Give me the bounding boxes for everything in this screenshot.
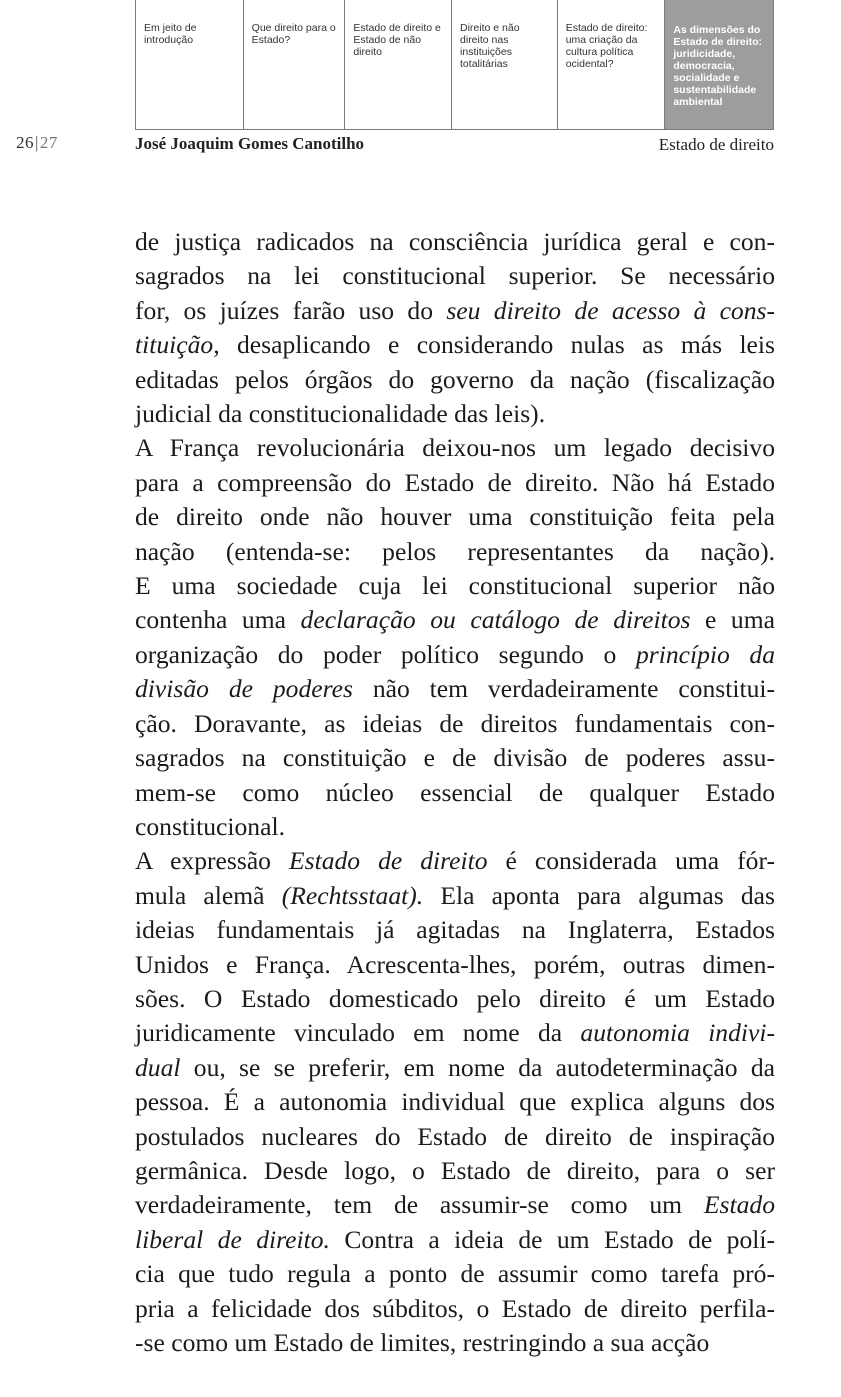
body-line: Unidos e França. Acrescenta-lhes, porém, outras dimen-	[135, 949, 775, 979]
page-left-number: 26	[16, 133, 34, 152]
nav-cell-label: Em jeito de introdução	[144, 22, 197, 46]
body-line: sagrados na constituição e de divisão de poderes assu-	[135, 743, 775, 773]
body-line: germânica. Desde logo, o Estado de direito, para o ser	[135, 1155, 775, 1185]
body-text	[135, 225, 775, 1360]
nav-cell-label: Que direito para o Estado?	[251, 22, 336, 46]
nav-cell-label: Direito e não direito nas instituições totalitárias	[460, 22, 520, 70]
body-line: ideias fundamentais já agitadas na Inglaterra, Estados	[135, 915, 775, 945]
body-line: organização do poder político segundo o princípio da	[135, 639, 775, 669]
body-line: for, os juízes farão uso do seu direito de acesso à cons-	[135, 295, 776, 325]
body-line: constitucional.	[135, 811, 285, 841]
nav-cell-introduction[interactable]	[136, 0, 244, 129]
body-line: dual ou, se se preferir, em nome da autodeterminação da	[135, 1052, 775, 1082]
nav-cell-label: Estado de direito: uma criação da cultura política ocidental?	[565, 22, 648, 70]
author-name: José Joaquim Gomes Canotilho	[135, 134, 365, 153]
body-line: pessoa. É a autonomia individual que explica alguns dos	[135, 1087, 775, 1117]
body-line: pria a felicidade dos súbditos, o Estado de direito perfila-	[135, 1293, 775, 1323]
body-line: contenha uma declaração ou catálogo de direitos e uma	[135, 605, 775, 635]
body-line: tituição, desaplicando e considerando nulas as más leis	[135, 330, 775, 360]
body-line: mula alemã (Rechtsstaat). Ela aponta para algumas das	[135, 880, 775, 910]
nav-cell-western-culture[interactable]	[558, 0, 666, 129]
section-navigation	[135, 0, 774, 130]
nav-cell-which-law[interactable]	[244, 0, 346, 129]
page-right-number: 27	[39, 133, 58, 152]
nav-cell-dimensions-active[interactable]	[665, 0, 773, 129]
body-line: mem-se como núcleo essencial de qualquer Estado	[135, 777, 775, 807]
running-title: Estado de direito	[658, 135, 774, 154]
body-line: divisão de poderes não tem verdadeiramente constitui-	[135, 674, 775, 704]
page-numbers	[16, 133, 58, 153]
body-line: -se como um Estado de limites, restringindo a sua acção	[135, 1328, 710, 1357]
body-line: de direito onde não houver uma constituição feita pela	[135, 502, 775, 532]
body-line: juridicamente vinculado em nome da autonomia indivi-	[135, 1018, 775, 1048]
body-line: nação (entenda-se: pelos representantes da nação).	[135, 536, 775, 566]
body-line: de justiça radicados na consciência jurídica geral e con-	[135, 227, 775, 256]
body-line: A França revolucionária deixou-nos um legado decisivo	[135, 433, 775, 463]
body-line: para a compreensão do Estado de direito. Não há Estado	[135, 467, 775, 497]
nav-cell-rule-of-law[interactable]	[345, 0, 452, 129]
body-line: postulados nucleares do Estado de direito de inspiração	[135, 1121, 775, 1151]
nav-cell-label: Estado de direito e Estado de não direito	[353, 22, 441, 58]
nav-cell-totalitarian[interactable]	[452, 0, 558, 129]
page-number-separator: |	[35, 133, 39, 152]
body-line: judicial da constitucionalidade das leis).	[135, 399, 546, 429]
body-line: sões. O Estado domesticado pelo direito é um Estado	[135, 983, 775, 1013]
body-line: verdadeiramente, tem de assumir-se como um Estado	[135, 1190, 775, 1220]
body-line: E uma sociedade cuja lei constitucional superior não	[135, 571, 775, 601]
body-line: sagrados na lei constitucional superior. Se necessário	[135, 261, 775, 291]
nav-cell-label: As dimensões do Estado de direito: juridicidade, democracia, socialidade e sustentabilidade ambiental	[673, 24, 763, 108]
body-line: ção. Doravante, as ideias de direitos fundamentais con-	[135, 708, 775, 738]
body-line: editadas pelos órgãos do governo da nação (fiscalização	[135, 364, 775, 394]
body-line: cia que tudo regula a ponto de assumir como tarefa pró-	[135, 1259, 775, 1289]
body-line: A expressão Estado de direito é considerada uma fór-	[135, 846, 776, 876]
body-line: liberal de direito. Contra a ideia de um Estado de polí-	[135, 1224, 775, 1254]
